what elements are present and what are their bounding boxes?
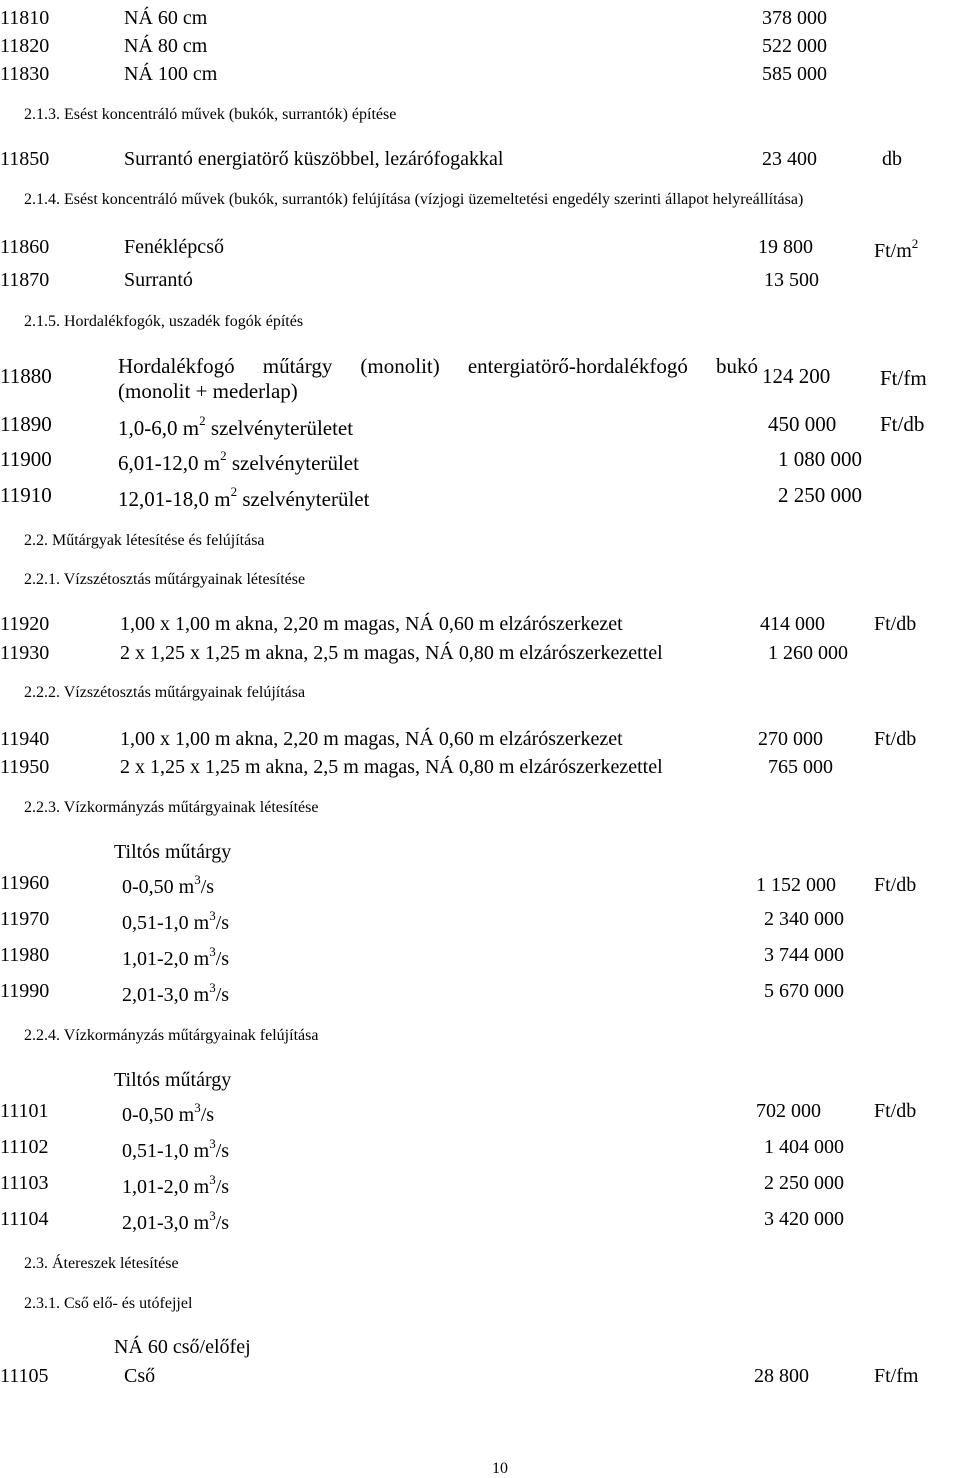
item-code: 11830 [0, 63, 50, 85]
item-code: 11980 [0, 944, 50, 966]
item-code: 11850 [0, 148, 50, 170]
item-price: 2 250 000 [778, 483, 862, 507]
item-code: 11105 [0, 1365, 49, 1387]
item-code: 11930 [0, 642, 50, 664]
item-price: 3 744 000 [764, 944, 844, 966]
item-unit: $Ft/m^2$ [874, 236, 919, 262]
item-code: 11960 [0, 872, 50, 894]
item-description: 12,01-18,0 $m^2$ szelvényterület [118, 484, 370, 511]
item-description: 0,51-1,0 $m^3/s$ [122, 1136, 230, 1162]
item-description: 2,01-3,0 $m^3/s$ [122, 980, 230, 1006]
item-description: 6,01-12,0 $m^2$ szelvényterület [118, 448, 359, 475]
item-description: Surrantó energiatörő küszöbbel, lezárófogakkal [124, 148, 504, 170]
item-description: Cső [124, 1365, 156, 1387]
item-code: 11870 [0, 269, 50, 291]
item-price: 270 000 [758, 728, 823, 750]
item-description: 2,01-3,0 $m^3/s$ [122, 1208, 230, 1234]
superscript: 3 [209, 1208, 216, 1223]
item-price: 378 000 [762, 7, 827, 29]
item-unit: Ft/fm [874, 1365, 919, 1387]
description-line: (monolit + mederlap) [118, 379, 298, 403]
item-price: 3 420 000 [764, 1208, 844, 1230]
item-description: 0-0,50 $m^3/s$ [122, 1100, 215, 1126]
item-code: 11910 [0, 483, 52, 507]
item-unit: Ft/db [874, 728, 917, 750]
item-price: 124 200 [762, 364, 831, 388]
subheading: Tiltós műtárgy [114, 841, 232, 863]
item-description: 1,00 x 1,00 m akna, 2,20 m magas, NÁ 0,60 m elzárószerkezet [120, 728, 623, 750]
description-line: Hordalékfogó műtárgy (monolit) entergiatörő-hordalékfogó bukó [118, 354, 758, 378]
item-price: 414 000 [760, 613, 825, 635]
item-code: 11890 [0, 412, 52, 436]
item-price: 19 800 [758, 236, 813, 258]
section-heading: 2.1.3. Esést koncentráló művek (bukók, surrantók) építése [24, 106, 397, 123]
item-description: 1,0-6,0 $m^2$ szelvényterületet [118, 413, 354, 440]
item-price: 23 400 [762, 148, 817, 170]
item-unit: Ft/db [880, 412, 925, 436]
section-heading: 2.2.3. Vízkormányzás műtárgyainak létesítése [24, 799, 319, 816]
item-code: 11950 [0, 756, 50, 778]
item-code: 11104 [0, 1208, 49, 1230]
subheading: NÁ 60 cső/előfej [114, 1336, 251, 1358]
section-heading: 2.1.4. Esést koncentráló művek (bukók, surrantók) felújítása (vízjogi üzemeltetési engedély szerinti állapot helyreállítása) [24, 191, 804, 208]
item-code: 11880 [0, 364, 52, 388]
item-code: 11940 [0, 728, 50, 750]
item-price: 702 000 [756, 1100, 821, 1122]
item-code: 11820 [0, 35, 50, 57]
section-heading: 2.3.1. Cső elő- és utófejjel [24, 1295, 193, 1312]
section-heading: 2.2.1. Vízszétosztás műtárgyainak létesítése [24, 571, 306, 588]
item-unit: Ft/fm [880, 366, 927, 390]
item-code: 11860 [0, 236, 50, 258]
item-price: 1 152 000 [756, 874, 836, 896]
superscript: 3 [194, 1100, 201, 1115]
item-price: 522 000 [762, 35, 827, 57]
superscript: 3 [209, 1136, 216, 1151]
superscript: 3 [194, 872, 201, 887]
section-heading: 2.2.2. Vízszétosztás műtárgyainak felújítása [24, 684, 306, 701]
superscript: 2 [199, 413, 206, 428]
item-price: 5 670 000 [764, 980, 844, 1002]
item-code: 11970 [0, 908, 50, 930]
superscript: 3 [209, 908, 216, 923]
item-description: 1,01-2,0 $m^3/s$ [122, 1172, 230, 1198]
item-description: Fenéklépcső [124, 236, 224, 258]
superscript: 2 [220, 448, 227, 463]
superscript: 3 [209, 980, 216, 995]
item-price: 1 404 000 [764, 1136, 844, 1158]
item-code: 11920 [0, 613, 50, 635]
section-heading: 2.2.4. Vízkormányzás műtárgyainak felújítása [24, 1027, 319, 1044]
item-description: Surrantó [124, 269, 193, 291]
item-description: NÁ 80 cm [124, 35, 208, 57]
item-description: NÁ 100 cm [124, 63, 218, 85]
item-code: 11103 [0, 1172, 49, 1194]
item-description: NÁ 60 cm [124, 7, 208, 29]
item-price: 450 000 [768, 412, 837, 436]
item-price: 765 000 [768, 756, 833, 778]
item-code: 11101 [0, 1100, 49, 1122]
superscript: 3 [209, 944, 216, 959]
item-price: 2 250 000 [764, 1172, 844, 1194]
item-price: 28 800 [754, 1365, 809, 1387]
item-unit: db [882, 148, 902, 170]
item-price: 1 260 000 [768, 642, 848, 664]
item-description: 1,01-2,0 $m^3/s$ [122, 944, 230, 970]
superscript: 2 [230, 484, 238, 499]
unit-superscript: 2 [911, 236, 919, 251]
item-price: 585 000 [762, 63, 827, 85]
item-description: 1,00 x 1,00 m akna, 2,20 m magas, NÁ 0,60 m elzárószerkezet [120, 613, 623, 635]
item-unit: Ft/db [874, 874, 917, 896]
item-unit: Ft/db [874, 613, 917, 635]
section-heading: 2.3. Átereszek létesítése [24, 1255, 179, 1272]
item-description: 2 x 1,25 x 1,25 m akna, 2,5 m magas, NÁ 0,80 m elzárószerkezettel [120, 642, 663, 664]
item-code: 11990 [0, 980, 50, 1002]
section-heading: 2.1.5. Hordalékfogók, uszadék fogók építés [24, 313, 304, 330]
item-code: 11810 [0, 7, 50, 29]
item-description: 0,51-1,0 $m^3/s$ [122, 908, 230, 934]
item-price: 2 340 000 [764, 908, 844, 930]
subheading: Tiltós műtárgy [114, 1069, 232, 1091]
item-unit: Ft/db [874, 1100, 917, 1122]
item-code: 11102 [0, 1136, 49, 1158]
page-number: 10 [492, 1460, 508, 1477]
item-description: 0-0,50 $m^3/s$ [122, 872, 215, 898]
item-price: 1 080 000 [778, 447, 862, 471]
item-price: 13 500 [764, 269, 819, 291]
item-description [118, 354, 758, 404]
item-code: 11900 [0, 447, 52, 471]
section-heading: 2.2. Műtárgyak létesítése és felújítása [24, 532, 265, 549]
item-description: 2 x 1,25 x 1,25 m akna, 2,5 m magas, NÁ 0,80 m elzárószerkezettel [120, 756, 663, 778]
superscript: 3 [209, 1172, 216, 1187]
